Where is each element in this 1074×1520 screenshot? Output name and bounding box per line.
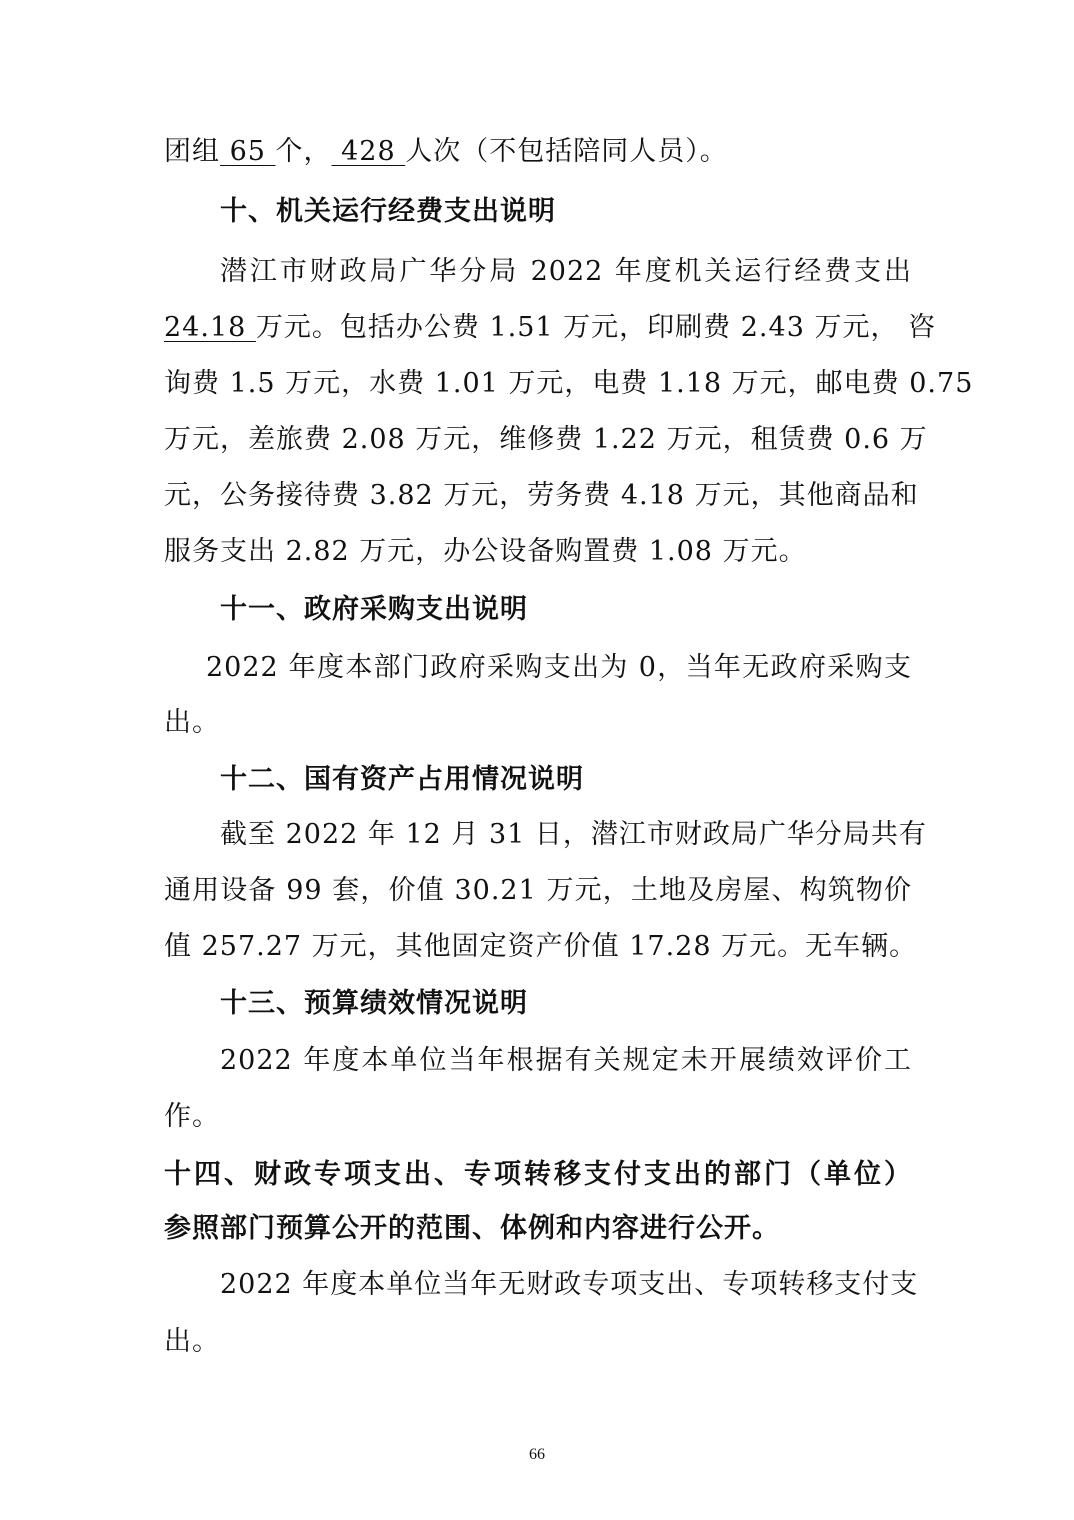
section-10-line-1: 潜江市财政局广华分局 2022 年度机关运行经费支出 [220,256,912,287]
section-11-line-1: 2022 年度本部门政府采购支出为 0，当年无政府采购支 [206,652,912,683]
section-12-line-3: 值 257.27 万元，其他固定资产价值 17.28 万元。无车辆。 [164,931,918,962]
section-10-line-5: 元，公务接待费 3.82 万元，劳务费 4.18 万元，其他商品和 [164,480,919,511]
text-persons-suffix: 人次（不包括陪同人员）。 [405,136,728,167]
section-14-line-1: 2022 年度本单位当年无财政专项支出、专项转移支付支 [220,1269,919,1300]
section-10-line-3: 询费 1.5 万元，水费 1.01 万元，电费 1.18 万元，邮电费 0.75 [164,368,974,399]
groups-count: 65 [220,136,276,167]
section-13-heading: 十三、预算绩效情况说明 [220,988,528,1019]
section-10-line-2-text: 万元。包括办公费 1.51 万元，印刷费 2.43 万元， 咨 [255,312,937,343]
section-12-line-2: 通用设备 99 套，价值 30.21 万元，土地及房屋、构筑物价 [164,875,912,906]
page-number: 66 [529,1446,545,1463]
section-10-line-4: 万元，差旅费 2.08 万元，维修费 1.22 万元，租赁费 0.6 万 [164,424,928,455]
persons-count: 428 [331,136,406,167]
section-11-line-2: 出。 [164,707,220,738]
section-13-line-2: 作。 [164,1101,220,1132]
section-10-line-6: 服务支出 2.82 万元，办公设备购置费 1.08 万元。 [164,536,807,567]
section-10-heading: 十、机关运行经费支出说明 [220,196,556,227]
section-14-line-2: 出。 [164,1326,220,1357]
text-group-prefix: 团组 [164,136,220,167]
section-14-heading-line-2: 参照部门预算公开的范围、体例和内容进行公开。 [164,1213,780,1244]
section-13-line-1: 2022 年度本单位当年根据有关规定未开展绩效评价工 [220,1045,912,1076]
visits-line [164,132,912,172]
section-11-heading: 十一、政府采购支出说明 [220,594,528,625]
section-12-heading: 十二、国有资产占用情况说明 [220,764,584,795]
running-cost-total: 24.18 [164,312,256,343]
text-groups-unit: 个， [275,136,332,167]
section-14-heading-line-1: 十四、财政专项支出、专项转移支付支出的部门（单位） [164,1159,912,1190]
section-10-line-2 [164,308,937,348]
section-12-line-1: 截至 2022 年 12 月 31 日，潜江市财政局广华分局共有 [220,819,927,850]
